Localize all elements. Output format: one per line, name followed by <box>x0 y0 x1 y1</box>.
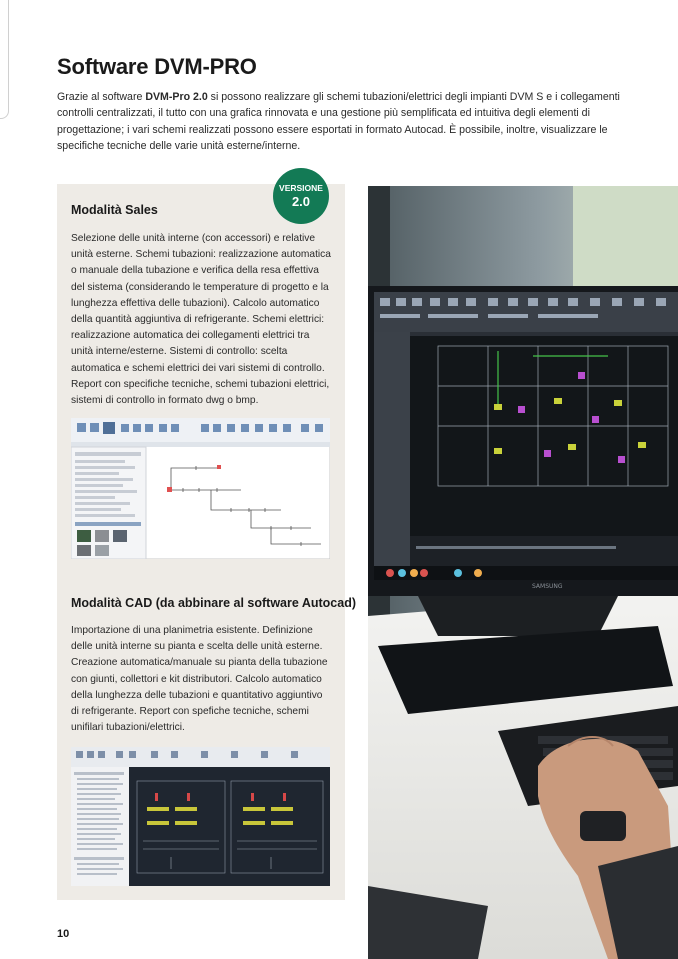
intro-paragraph: Grazie al software DVM-Pro 2.0 si possono realizzare gli schemi tubazioni/elettrici degli impianti DVM S e i collegamenti controlli centralizzati, il tutto con una grafica rinnovata e una gestione più semplificata ed intuitiva degli elementi di progettazione; i vari schemi realizzati possono essere esportati in formato Autocad. È possibile, inoltre, visualizzare le specifiche tecniche delle varie unità esterne/interne. <box>57 91 620 153</box>
version-badge: VERSIONE 2.0 <box>273 168 329 224</box>
cad-text: Importazione di una planimetria esistente. Definizione delle unità interne su pianta e scelta delle unità esterne. Creazione automatica/manuale su pianta della tubazione con giunti, collettori e kit distributori. Calcolo automatico della lunghezza delle tubazioni e quantitativo aggiuntivo di refrigerante. Report con spefiche tecniche, schemi unifilari tubazioni/elettrici. <box>71 625 328 734</box>
cad-software-screenshot <box>71 747 330 886</box>
sales-software-screenshot <box>71 418 330 559</box>
sales-heading: Modalità Sales <box>71 203 158 217</box>
sales-text: Selezione delle unità interne (con accessori) e relative unità esterne. Schemi tubazioni: realizzazione automatica o manuale della tubazione e verifica della resa effettiva del sistema (considerando le temperature di progetto e la lunghezza effettiva delle tubazioni). Calcolo automatico della quantità aggiuntiva di refrigerante. Schemi elettrici: realizzazione automatica dei collegamenti elettrici tra unità interne/esterne. Sistemi di controllo: scelta automatica e schemi elettrici dei vari sistemi di controllo. Report con specifiche tecniche, schemi tubazioni elettrici, sistemi di controllo in formato dwg o bmp. <box>71 233 331 407</box>
page-title: Software DVM-PRO <box>57 54 257 79</box>
page-corner-decoration <box>0 0 9 119</box>
monitor-brand: SAMSUNG <box>532 583 563 590</box>
cad-heading: Modalità CAD (da abbinare al software Autocad) <box>71 596 356 610</box>
page-number: 10 <box>57 928 70 940</box>
product-name: DVM-Pro 2.0 <box>145 91 208 103</box>
office-photo <box>368 186 678 959</box>
